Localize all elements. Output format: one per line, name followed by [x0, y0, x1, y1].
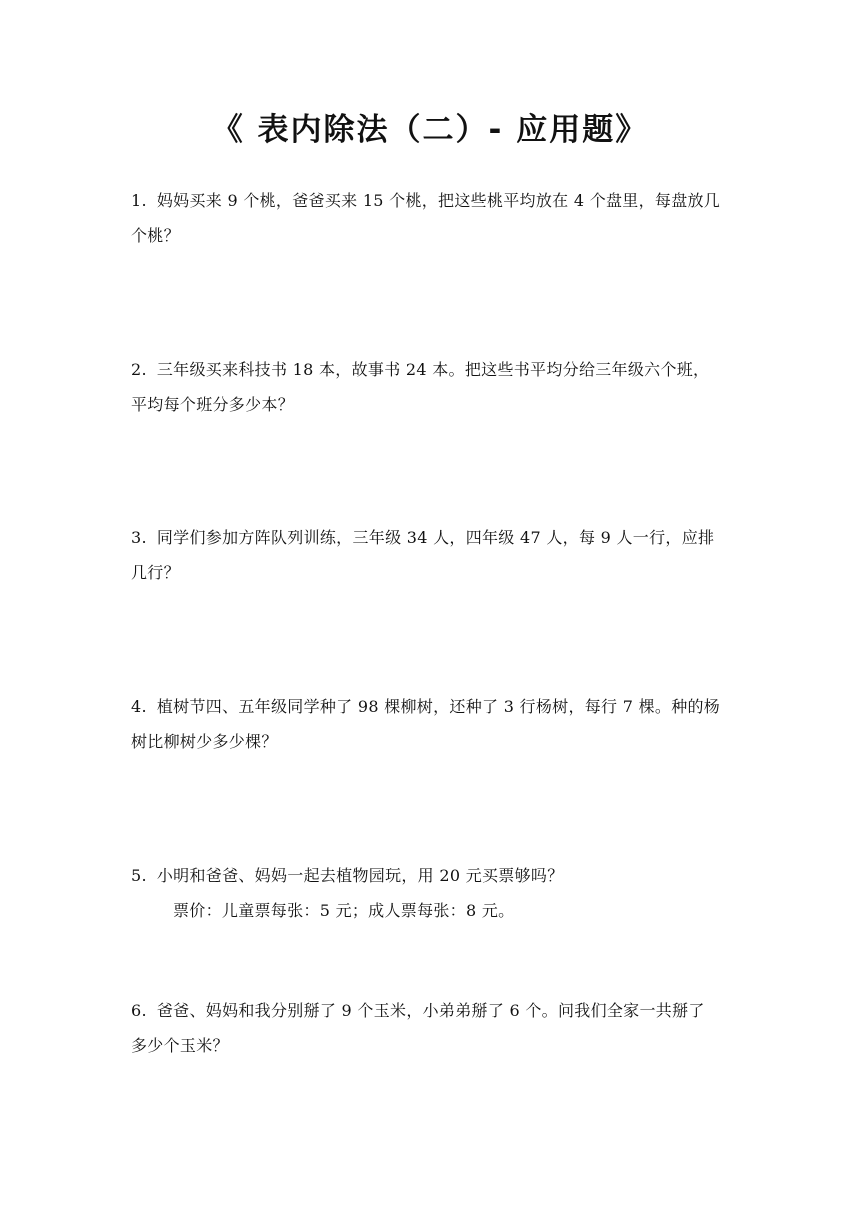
question-5-number: 5.: [131, 866, 147, 885]
question-4-text: 植树节四、五年级同学种了 98 棵柳树，还种了 3 行杨树，每行 7 棵。种的杨: [156, 697, 721, 716]
question-6: [131, 993, 733, 1063]
question-5-line-1: [131, 858, 733, 893]
question-5-text: 小明和爸爸、妈妈一起去植物园玩，用 20 元买票够吗？: [156, 866, 564, 885]
question-5: [131, 858, 733, 928]
question-3-line-1: [131, 520, 733, 555]
question-2-line-2: 平均每个班分多少本？: [131, 395, 295, 414]
question-3-line-2: 几行？: [131, 563, 180, 582]
question-6-line-1: [131, 993, 733, 1028]
question-2-line-1: [131, 352, 733, 387]
question-2-text: 三年级买来科技书 18 本，故事书 24 本。把这些书平均分给三年级六个班，: [156, 360, 710, 379]
question-1-line-2: 个桃？: [131, 226, 180, 245]
question-1-number: 1.: [131, 191, 147, 210]
question-1-text: 妈妈买来 9 个桃，爸爸买来 15 个桃，把这些桃平均放在 4 个盘里，每盘放几: [156, 191, 721, 210]
question-4-line-1: [131, 689, 733, 724]
question-3: [131, 520, 733, 590]
question-1: [131, 183, 733, 253]
question-3-number: 3.: [131, 528, 147, 547]
question-6-line-2: 多少个玉米？: [131, 1036, 229, 1055]
question-4-number: 4.: [131, 697, 147, 716]
question-4: [131, 689, 733, 759]
question-2: [131, 352, 733, 422]
question-1-line-1: [131, 183, 733, 218]
question-3-text: 同学们参加方阵队列训练，三年级 34 人，四年级 47 人，每 9 人一行，应排: [156, 528, 715, 547]
question-6-text: 爸爸、妈妈和我分别掰了 9 个玉米，小弟弟掰了 6 个。问我们全家一共掰了: [156, 1001, 705, 1020]
question-2-number: 2.: [131, 360, 147, 379]
question-4-line-2: 树比柳树少多少棵？: [131, 732, 278, 751]
question-6-number: 6.: [131, 1001, 147, 1020]
question-5-ticket-prices: 票价：儿童票每张：5 元；成人票每张：8 元。: [173, 901, 515, 920]
page-title: 《 表内除法（二）- 应用题》: [211, 112, 649, 148]
